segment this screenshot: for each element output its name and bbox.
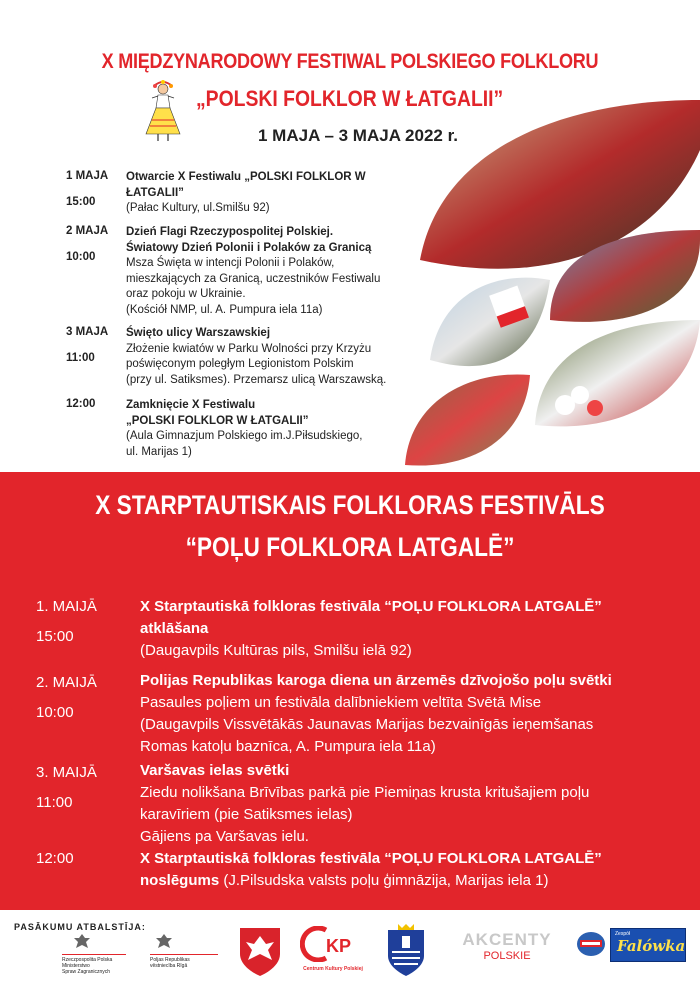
msz-logo-text: Rzeczpospolita Polska	[62, 957, 113, 963]
msz-logo-text: Spraw Zagranicznych	[62, 969, 111, 975]
pl-date: 1 MAJA	[66, 170, 109, 182]
daugavpils-arms-logo	[384, 922, 428, 978]
ckp-logo-text: Centrum Kultury Polskiej	[303, 966, 363, 972]
pl-time: 12:00	[66, 398, 96, 410]
pl-event-line: (Pałac Kultury, ul.Smilšu 92)	[126, 202, 270, 214]
lv-event	[140, 848, 680, 892]
lv-date: 2. MAIJĀ	[36, 674, 97, 691]
lv-event-line: Romas katoļu baznīca, A. Pumpura iela 11a)	[140, 738, 436, 755]
embassy-logo	[150, 932, 222, 982]
lv-event-line: (Daugavpils Kultūras pils, Smilšu ielā 92)	[140, 642, 412, 659]
lv-date: 1. MAIJĀ	[36, 598, 97, 615]
pl-event-title: Święto ulicy Warszawskiej	[126, 327, 271, 339]
lv-time: 11:00	[36, 794, 73, 811]
pl-time: 11:00	[66, 352, 95, 364]
lv-time: 12:00	[36, 850, 74, 867]
pl-event	[126, 225, 416, 318]
lv-event-title: atklāšana	[140, 620, 209, 637]
pl-event-line: Złożenie kwiatów w Parku Wolności przy Krzyżu	[126, 342, 372, 355]
lv-event-line: (Daugavpils Vissvētākās Jaunavas Marijas bezvainīgās ieņemšanas	[140, 716, 594, 733]
pl-date: 3 MAJA	[66, 326, 109, 338]
pl-event-title: Dzień Flagi Rzeczypospolitej Polskiej.	[126, 226, 334, 238]
pl-event	[126, 326, 416, 388]
pl-event-line: (Kościół NMP, ul. A. Pumpura iela 11a)	[126, 303, 323, 316]
folk-dancer-icon	[140, 80, 186, 142]
msz-logo	[62, 932, 134, 984]
akcenty-text: AKCENTY	[462, 930, 552, 949]
lv-event-title: Polijas Republikas karoga diena un ārzemēs dzīvojošo poļu svētki	[140, 672, 612, 689]
photo-collage	[400, 90, 700, 470]
lv-event	[140, 596, 680, 662]
lv-event	[140, 670, 680, 758]
lv-event-line: karavīriem (pie Satiksmes ielas)	[140, 806, 353, 823]
polskie-text: POLSKIE	[483, 950, 531, 962]
lv-event-line: Ziedu nolikšana Brīvības parkā pie Piemiņas krusta kritušajiem poļu	[140, 784, 590, 801]
pl-event-line: (przy ul. Satiksmes). Przemarsz ulicą Warszawską.	[126, 373, 387, 386]
pl-event-line: oraz pokoju w Ukrainie.	[126, 288, 246, 300]
lv-event-title: X Starptautiskā folkloras festivāla “POĻU FOLKLORA LATGALĒ”	[140, 598, 602, 615]
lv-event-title: X Starptautiskā folkloras festivāla “POĻU FOLKLORA LATGALĒ”	[140, 850, 602, 867]
lv-event-title: noslēgums	[140, 872, 220, 889]
pl-event-line: poświęconym poległym Legionistom Polskim	[126, 358, 354, 370]
msz-logo-text: Ministerstwo	[62, 963, 90, 969]
pl-event	[126, 398, 416, 460]
pl-event	[126, 170, 416, 217]
lv-event-line: Gājiens pa Varšavas ielu.	[140, 828, 309, 845]
pl-event-title: Zamknięcie X Festiwalu	[126, 399, 256, 411]
lv-event-line: Pasaules poļiem un festivāla dalībniekiem veltīta Svētā Mise	[140, 694, 542, 711]
pl-date: 2 MAJA	[66, 225, 109, 237]
embassy-logo-text: Poljas Republikas	[150, 957, 190, 963]
lv-event	[140, 760, 680, 848]
lv-time: 10:00	[36, 704, 74, 721]
eagle-icon	[154, 932, 174, 952]
lv-title-line2: “POĻU FOLKLORA LATGALĒ”	[185, 532, 515, 562]
akcenty-polskie-logo	[452, 930, 562, 970]
badge-logo	[576, 930, 606, 958]
pl-time: 10:00	[66, 251, 96, 263]
supporters-label: PASĀKUMU ATBALSTĪJA:	[14, 922, 146, 932]
falowka-text: Falówka	[617, 937, 686, 955]
svg-text:KP: KP	[326, 936, 352, 956]
photo-flag-soldier	[430, 278, 550, 366]
pl-event-line: (Aula Gimnazjum Polskiego im.J.Piłsudskiego,	[126, 430, 363, 442]
eagle-icon	[72, 932, 92, 952]
pl-event-line: ul. Marijas 1)	[126, 445, 192, 458]
falowka-small-text: Zespół	[615, 931, 631, 937]
lv-time: 15:00	[36, 628, 74, 645]
pl-event-line: mieszkających za Granicą, uczestników Festiwalu	[126, 272, 381, 285]
pl-title-line2: „POLSKI FOLKLOR W ŁATGALII”	[196, 86, 504, 111]
pl-title-line1: X MIĘDZYNARODOWY FESTIWAL POLSKIEGO FOLKLORU	[101, 50, 599, 73]
pl-event-title: „POLSKI FOLKLOR W ŁATGALII”	[126, 414, 309, 427]
ckp-logo	[300, 926, 366, 978]
coat-of-arms-logo	[236, 924, 284, 978]
lv-event-line: (J.Pilsudska valsts poļu ģimnāzija, Marijas iela 1)	[219, 872, 549, 889]
pl-event-line: Msza Święta w intencji Polonii i Polaków,	[126, 257, 335, 269]
falowka-logo	[610, 928, 686, 962]
lv-event-title: Varšavas ielas svētki	[140, 762, 290, 779]
pl-time: 15:00	[66, 196, 96, 208]
embassy-logo-text: vēstniecība Rīgā	[150, 963, 188, 969]
pl-event-title: Otwarcie X Festiwalu „POLSKI FOLKLOR W ŁATGALII”	[126, 171, 366, 199]
lv-title-line1: X STARPTAUTISKAIS FOLKLORAS FESTIVĀLS	[95, 490, 605, 520]
lv-date: 3. MAIJĀ	[36, 764, 97, 781]
pl-dates: 1 MAJA – 3 MAJA 2022 r.	[258, 126, 458, 145]
pl-event-title: Światowy Dzień Polonii i Polaków za Granicą	[126, 241, 372, 254]
ckp-mark-icon	[300, 926, 360, 962]
photo-group-dance	[405, 374, 530, 465]
